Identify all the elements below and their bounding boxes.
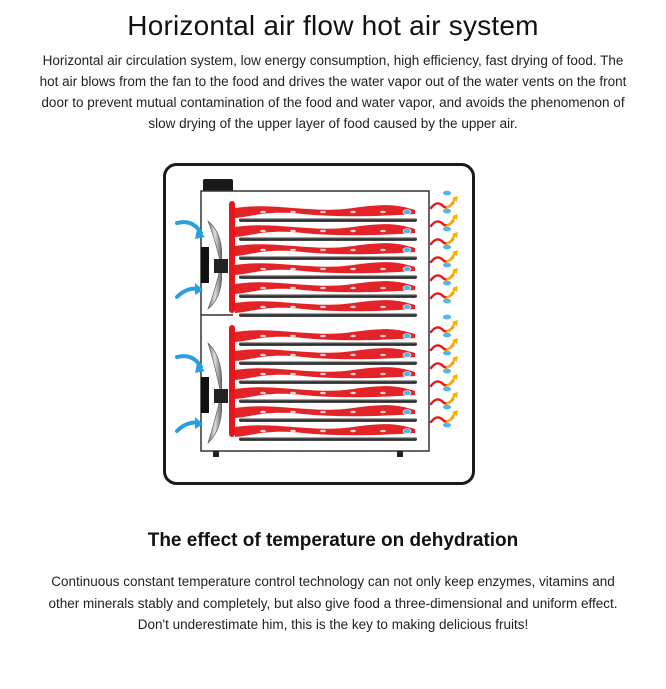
water-droplet-icon (403, 429, 411, 434)
water-droplet-icon (403, 334, 411, 339)
tray (239, 313, 417, 317)
dehydrator-airflow-diagram (163, 163, 475, 485)
tray (239, 256, 417, 260)
foot-left (213, 451, 219, 457)
water-droplet-icon (403, 229, 411, 234)
water-droplet-icon (403, 286, 411, 291)
water-droplet-icon (443, 190, 452, 196)
tray (239, 294, 417, 298)
water-droplet-icon (403, 372, 411, 377)
section-heading: The effect of temperature on dehydration (147, 530, 519, 551)
tray (239, 275, 417, 279)
body-paragraph: Continuous constant temperature control technology can not only keep enzymes, vitamins and other minerals stably and completely, but also give food a three-dimensional and uniform effect. Don't underestimate him, this is the key to making delicious fruits! (48, 574, 618, 632)
tray (239, 237, 417, 241)
water-droplet-icon (443, 314, 452, 320)
water-droplet-icon (403, 305, 411, 310)
page-title: Horizontal air flow hot air system (127, 10, 539, 41)
water-droplet-icon (403, 267, 411, 272)
tray (239, 361, 417, 365)
foot-right (397, 451, 403, 457)
water-droplet-icon (403, 410, 411, 415)
tray (239, 418, 417, 422)
water-droplet-icon (403, 391, 411, 396)
tray (239, 218, 417, 222)
tray (239, 399, 417, 403)
water-droplet-icon (403, 248, 411, 253)
heater-bottom (229, 325, 235, 437)
heater-top (229, 201, 235, 313)
tray (239, 342, 417, 346)
water-droplet-icon (403, 353, 411, 358)
tray (239, 437, 417, 441)
tray (239, 380, 417, 384)
intro-paragraph: Horizontal air circulation system, low energy consumption, high efficiency, fast drying of food. The hot air blows from the fan to the food and drives the water vapor out of the water vents on the front door to prevent mutual contamination of the food and water vapor, and avoids the phenomenon of slow drying of the upper layer of food caused by the upper air. (39, 53, 627, 131)
water-droplet-icon (403, 210, 411, 215)
